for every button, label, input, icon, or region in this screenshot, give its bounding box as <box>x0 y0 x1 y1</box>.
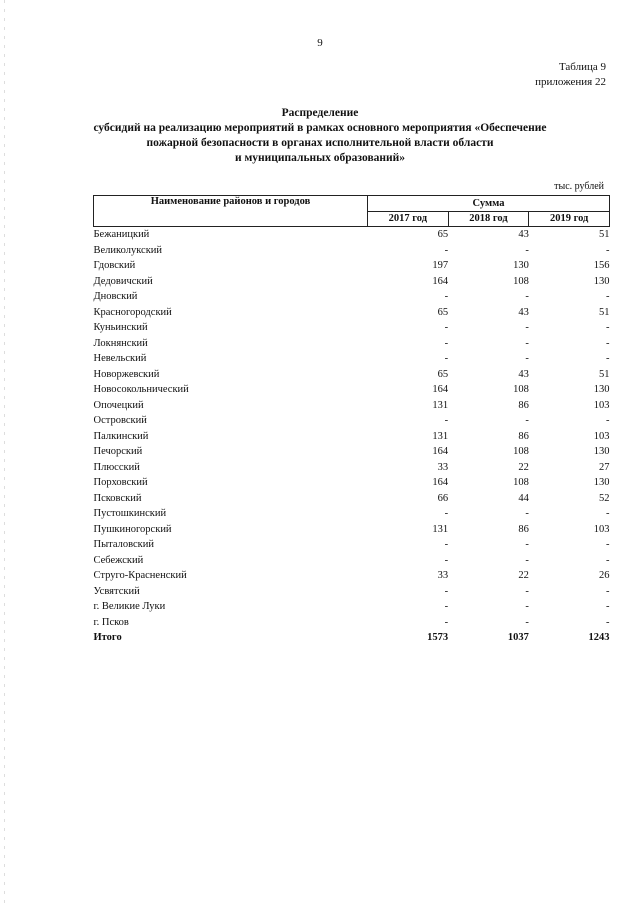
value-2018: 108 <box>513 477 529 489</box>
header-year-2019: 2019 год <box>529 211 610 227</box>
total-row <box>94 630 610 646</box>
value-2017: 131 <box>432 523 449 535</box>
table-row <box>94 584 610 600</box>
value-2017: - <box>444 244 449 256</box>
value-2019: 156 <box>593 260 610 272</box>
table-row <box>94 460 610 476</box>
table-row <box>94 506 610 522</box>
value-2017: - <box>444 539 449 551</box>
row-name: Дновский <box>93 291 138 303</box>
table-row <box>94 289 610 305</box>
value-2019: 103 <box>593 430 610 442</box>
value-2017: 164 <box>432 477 449 489</box>
row-name: Новосокольнический <box>93 384 189 396</box>
title-line-1: Распределение <box>281 107 359 119</box>
row-name: Псковский <box>93 492 142 504</box>
table-row <box>94 413 610 429</box>
value-2018: - <box>525 554 529 566</box>
value-2017: - <box>444 291 449 303</box>
header-year-2017: 2017 год <box>368 211 449 227</box>
value-2018: - <box>525 585 529 597</box>
table-ref-line-1: Таблица 9 <box>558 61 606 73</box>
value-2017: 65 <box>437 306 449 318</box>
header-year-2018: 2018 год <box>448 211 529 227</box>
header-sum: Сумма <box>368 196 610 212</box>
value-2019: - <box>606 291 610 303</box>
value-2019: 130 <box>593 384 610 396</box>
value-2017: 164 <box>432 446 449 458</box>
table-row <box>94 351 610 367</box>
value-2017: - <box>444 415 449 427</box>
value-2019: - <box>606 337 610 349</box>
value-2019: 27 <box>599 461 610 473</box>
table-row <box>94 429 610 445</box>
total-value-2018: 1037 <box>507 632 529 644</box>
value-2019: 52 <box>599 492 610 504</box>
value-2018: 86 <box>518 430 529 442</box>
value-2018: - <box>525 508 529 520</box>
value-2017: 65 <box>437 229 449 241</box>
row-name: Бежаницкий <box>93 229 150 241</box>
table-header <box>94 196 610 227</box>
value-2018: - <box>525 244 529 256</box>
row-name: Островский <box>93 415 147 427</box>
table-ref-line-2: приложения 22 <box>535 76 606 88</box>
value-2019: 51 <box>599 306 610 318</box>
row-name: Палкинский <box>93 430 149 442</box>
table-row <box>94 258 610 274</box>
value-2019: - <box>606 539 610 551</box>
units-label: тыс. рублей <box>554 181 604 192</box>
value-2018: 108 <box>513 384 529 396</box>
value-2017: 65 <box>437 368 449 380</box>
value-2017: - <box>444 585 449 597</box>
table-row <box>94 475 610 491</box>
table-row <box>94 568 610 584</box>
value-2018: 108 <box>513 446 529 458</box>
value-2019: - <box>606 415 610 427</box>
value-2017: - <box>444 616 449 628</box>
value-2019: - <box>606 353 610 365</box>
table-row <box>94 444 610 460</box>
value-2019: 130 <box>593 477 610 489</box>
value-2017: - <box>444 337 449 349</box>
table-row <box>94 553 610 569</box>
row-name: Порховский <box>93 477 148 489</box>
value-2017: - <box>444 508 449 520</box>
value-2019: - <box>606 585 610 597</box>
value-2019: 26 <box>599 570 610 582</box>
row-name: Новоржевский <box>93 368 160 380</box>
title-line-4: и муниципальных образований» <box>234 152 406 164</box>
row-name: Пустошкинский <box>93 508 167 520</box>
title-line-3: пожарной безопасности в органах исполнительной власти области <box>146 137 494 149</box>
value-2017: - <box>444 601 449 613</box>
row-name: Пушкиногорский <box>93 523 172 535</box>
row-name: Великолукский <box>93 244 163 256</box>
row-name: Куньинский <box>93 322 148 334</box>
scan-edge-mark <box>4 0 5 905</box>
value-2018: 22 <box>518 461 529 473</box>
row-name: Печорский <box>93 446 143 458</box>
value-2017: 33 <box>437 461 449 473</box>
table-row <box>94 274 610 290</box>
value-2019: - <box>606 244 610 256</box>
row-name: Плюсский <box>93 461 140 473</box>
value-2017: - <box>444 322 449 334</box>
value-2019: - <box>606 322 610 334</box>
table-row <box>94 398 610 414</box>
value-2018: 130 <box>513 260 529 272</box>
row-name: Пыталовский <box>93 539 154 551</box>
table-row <box>94 243 610 259</box>
table-row <box>94 382 610 398</box>
value-2019: - <box>606 554 610 566</box>
table-reference <box>535 60 606 90</box>
value-2018: - <box>525 601 529 613</box>
value-2019: 130 <box>593 275 610 287</box>
row-name: Дедовичский <box>93 275 153 287</box>
value-2018: - <box>525 415 529 427</box>
row-name: Усвятский <box>93 585 140 597</box>
value-2019: 103 <box>593 399 610 411</box>
value-2019: 51 <box>599 368 610 380</box>
value-2018: 108 <box>513 275 529 287</box>
value-2018: 22 <box>518 570 529 582</box>
row-name: Красногородский <box>93 306 172 318</box>
table-row <box>94 615 610 631</box>
document-title <box>60 106 580 166</box>
value-2018: - <box>525 322 529 334</box>
value-2019: - <box>606 616 610 628</box>
table-row <box>94 537 610 553</box>
distribution-table <box>93 195 610 646</box>
header-name: Наименование районов и городов <box>94 196 368 227</box>
value-2017: 33 <box>437 570 449 582</box>
table-row <box>94 599 610 615</box>
value-2017: - <box>444 353 449 365</box>
title-line-2: субсидий на реализацию мероприятий в рамках основного мероприятия «Обеспечение <box>93 122 547 134</box>
value-2019: 103 <box>593 523 610 535</box>
value-2018: - <box>525 353 529 365</box>
value-2018: 43 <box>518 368 529 380</box>
row-name: г. Псков <box>93 616 129 628</box>
table-row <box>94 305 610 321</box>
value-2018: - <box>525 291 529 303</box>
value-2017: 66 <box>437 492 449 504</box>
value-2018: 86 <box>518 399 529 411</box>
total-value-2019: 1243 <box>588 632 610 644</box>
row-name: Опочецкий <box>93 399 144 411</box>
value-2018: - <box>525 616 529 628</box>
table-row <box>94 336 610 352</box>
row-name: Струго-Красненский <box>93 570 187 582</box>
value-2018: - <box>525 539 529 551</box>
value-2019: - <box>606 508 610 520</box>
value-2017: 131 <box>432 399 449 411</box>
value-2019: 51 <box>599 229 610 241</box>
table-row <box>94 491 610 507</box>
value-2017: 197 <box>432 260 449 272</box>
value-2017: 164 <box>432 275 449 287</box>
row-name: г. Великие Луки <box>93 601 166 613</box>
value-2018: 43 <box>518 306 529 318</box>
table-row <box>94 320 610 336</box>
row-name: Локнянский <box>93 337 148 349</box>
row-name: Себежский <box>93 554 144 566</box>
table-row <box>94 227 610 243</box>
total-label: Итого <box>93 632 122 644</box>
value-2018: 43 <box>518 229 529 241</box>
value-2019: - <box>606 601 610 613</box>
table-row <box>94 367 610 383</box>
row-name: Невельский <box>93 353 147 365</box>
value-2018: 44 <box>518 492 529 504</box>
value-2018: - <box>525 337 529 349</box>
value-2017: 164 <box>432 384 449 396</box>
value-2017: - <box>444 554 449 566</box>
row-name: Гдовский <box>93 260 136 272</box>
value-2018: 86 <box>518 523 529 535</box>
page-number: 9 <box>317 37 323 49</box>
value-2019: 130 <box>593 446 610 458</box>
table-row <box>94 522 610 538</box>
table-body <box>94 227 610 646</box>
value-2017: 131 <box>432 430 449 442</box>
total-value-2017: 1573 <box>427 632 449 644</box>
